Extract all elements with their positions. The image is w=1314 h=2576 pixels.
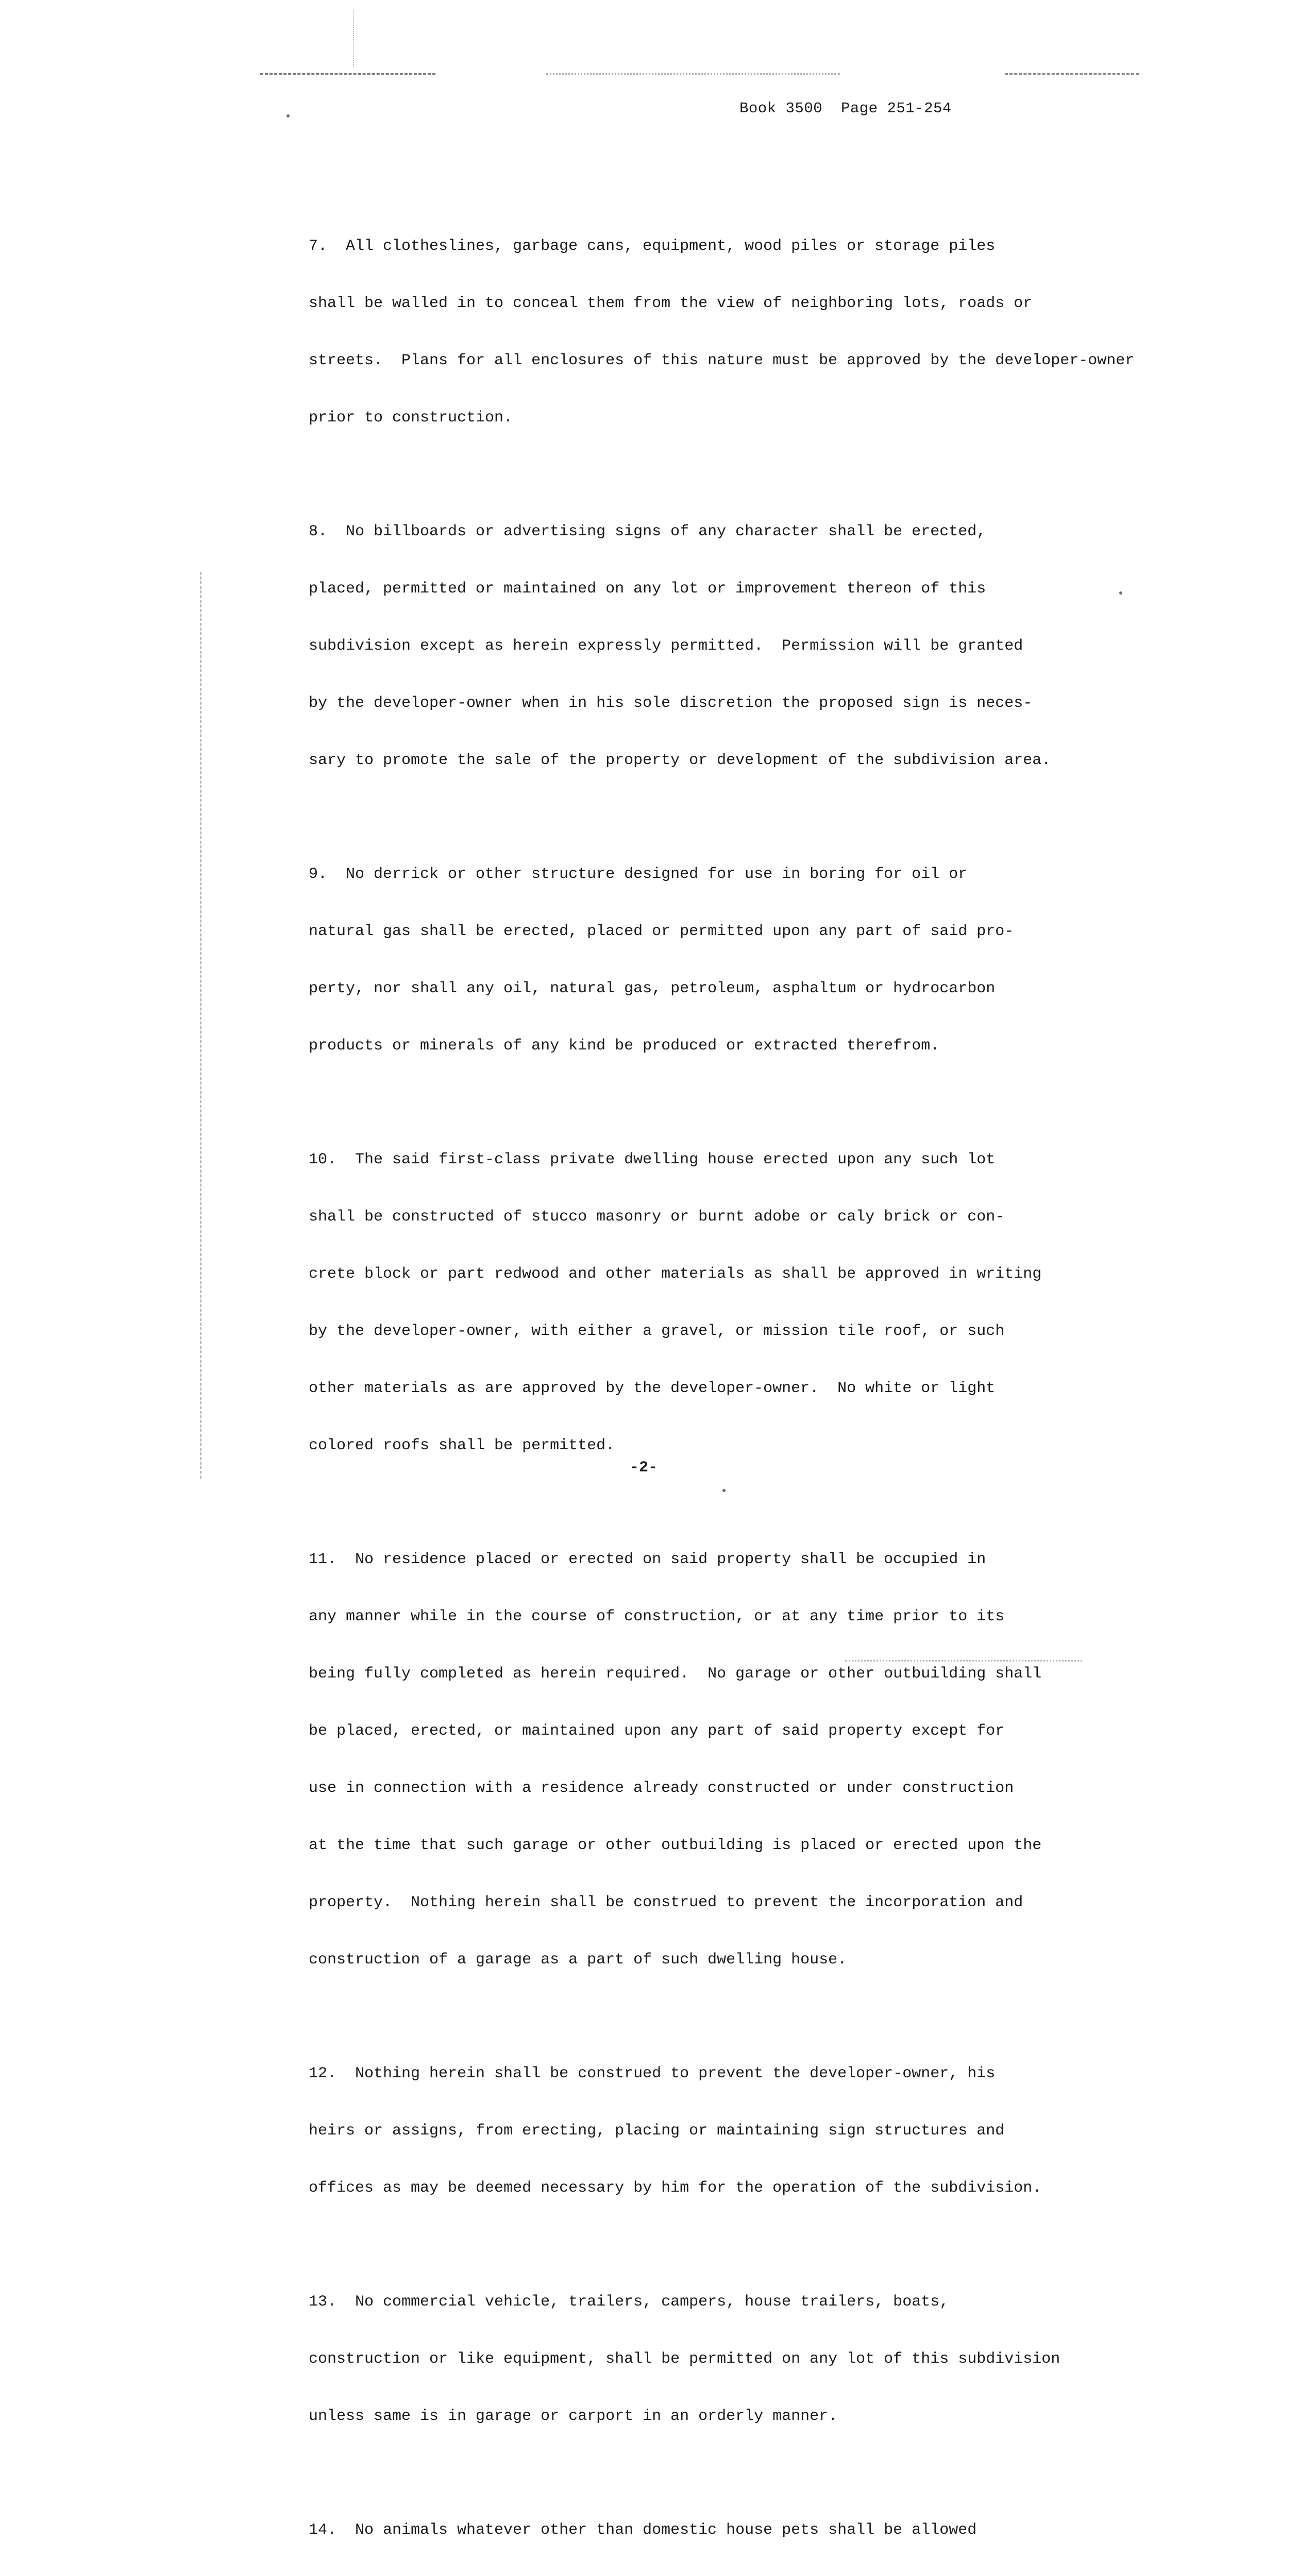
paragraph-line: sary to promote the sale of the property or development of the subdivision area. — [309, 752, 1051, 769]
paragraph-line: perty, nor shall any oil, natural gas, petroleum, asphaltum or hydrocarbon — [309, 980, 996, 997]
paragraph-line: shall be walled in to conceal them from the view of neighboring lots, roads or — [309, 295, 1033, 312]
paragraph-line: 12. Nothing herein shall be construed to prevent the developer-owner, his — [309, 2065, 996, 2082]
paragraph-line: prior to construction. — [309, 409, 513, 427]
book-number: Book 3500 — [739, 100, 823, 117]
paragraph-line: by the developer-owner when in his sole discretion the proposed sign is neces- — [309, 694, 1033, 712]
paragraph-line: other materials as are approved by the developer-owner. No white or light — [309, 1380, 996, 1397]
paragraph-line: 7. All clotheslines, garbage cans, equipment, wood piles or storage piles — [309, 238, 996, 255]
covenant-paragraph-7 — [309, 199, 1135, 466]
covenant-paragraph-8 — [309, 484, 1113, 808]
paragraph-line: construction of a garage as a part of such dwelling house. — [309, 1951, 847, 1969]
paragraph-line: be placed, erected, or maintained upon any part of said property except for — [309, 1722, 1005, 1740]
paragraph-line: being fully completed as herein required. No garage or other outbuilding shall — [309, 1665, 1042, 1683]
paragraph-line: any manner while in the course of construction, or at any time prior to its — [309, 1608, 1005, 1625]
covenant-paragraph-12 — [309, 2026, 1113, 2236]
page-range: Page 251-254 — [840, 100, 952, 117]
paragraph-line: by the developer-owner, with either a gravel, or mission tile roof, or such — [309, 1323, 1005, 1340]
document-body — [309, 199, 1135, 2576]
covenant-paragraph-14 — [309, 2483, 1113, 2576]
scan-speck — [287, 114, 290, 117]
covenant-paragraph-11 — [309, 1512, 1113, 2008]
paragraph-line: offices as may be deemed necessary by him for the operation of the subdivision. — [309, 2179, 1042, 2197]
scan-artifact-line — [1005, 73, 1139, 75]
paragraph-line: 8. No billboards or advertising signs of any character shall be erected, — [309, 523, 986, 540]
paragraph-line: heirs or assigns, from erecting, placing or maintaining sign structures and — [309, 2122, 1005, 2140]
document-header — [739, 100, 952, 117]
paragraph-line: unless same is in garage or carport in an orderly manner. — [309, 2408, 838, 2425]
paragraph-line: subdivision except as herein expressly permitted. Permission will be granted — [309, 637, 1023, 655]
paragraph-line: natural gas shall be erected, placed or permitted upon any part of said pro- — [309, 923, 1014, 940]
paragraph-line: streets. Plans for all enclosures of this nature must be approved by the developer-owner — [309, 352, 1135, 369]
scan-artifact-line — [260, 73, 435, 75]
covenant-paragraph-13 — [309, 2255, 1113, 2464]
page-number: -2- — [630, 1459, 658, 1477]
covenant-paragraph-10 — [309, 1112, 1113, 1494]
margin-scan-marks — [200, 572, 204, 1479]
paragraph-line: at the time that such garage or other outbuilding is placed or erected upon the — [309, 1837, 1042, 1854]
paragraph-line: property. Nothing herein shall be construed to prevent the incorporation and — [309, 1894, 1023, 1911]
paragraph-line: 13. No commercial vehicle, trailers, campers, house trailers, boats, — [309, 2293, 949, 2311]
scan-speck — [1119, 591, 1122, 595]
paragraph-line: use in connection with a residence already constructed or under construction — [309, 1780, 1014, 1797]
paragraph-line: 11. No residence placed or erected on said property shall be occupied in — [309, 1551, 986, 1568]
scan-artifact-line — [546, 73, 840, 75]
paragraph-line: shall be constructed of stucco masonry or burnt adobe or caly brick or con- — [309, 1208, 1005, 1226]
covenant-paragraph-9 — [309, 827, 1113, 1094]
paragraph-line: crete block or part redwood and other materials as shall be approved in writing — [309, 1265, 1042, 1283]
paragraph-line: placed, permitted or maintained on any lot or improvement thereon of this — [309, 580, 986, 598]
margin-scan-marks — [353, 10, 356, 67]
paragraph-line: 9. No derrick or other structure designed for use in boring for oil or — [309, 866, 968, 883]
paragraph-line: products or minerals of any kind be produced or extracted therefrom. — [309, 1037, 940, 1055]
paragraph-line: 10. The said first-class private dwelling house erected upon any such lot — [309, 1151, 996, 1168]
paragraph-line: construction or like equipment, shall be permitted on any lot of this subdivision — [309, 2350, 1060, 2368]
paragraph-line: colored roofs shall be permitted. — [309, 1437, 615, 1454]
paragraph-line: 14. No animals whatever other than domestic house pets shall be allowed — [309, 2521, 977, 2539]
